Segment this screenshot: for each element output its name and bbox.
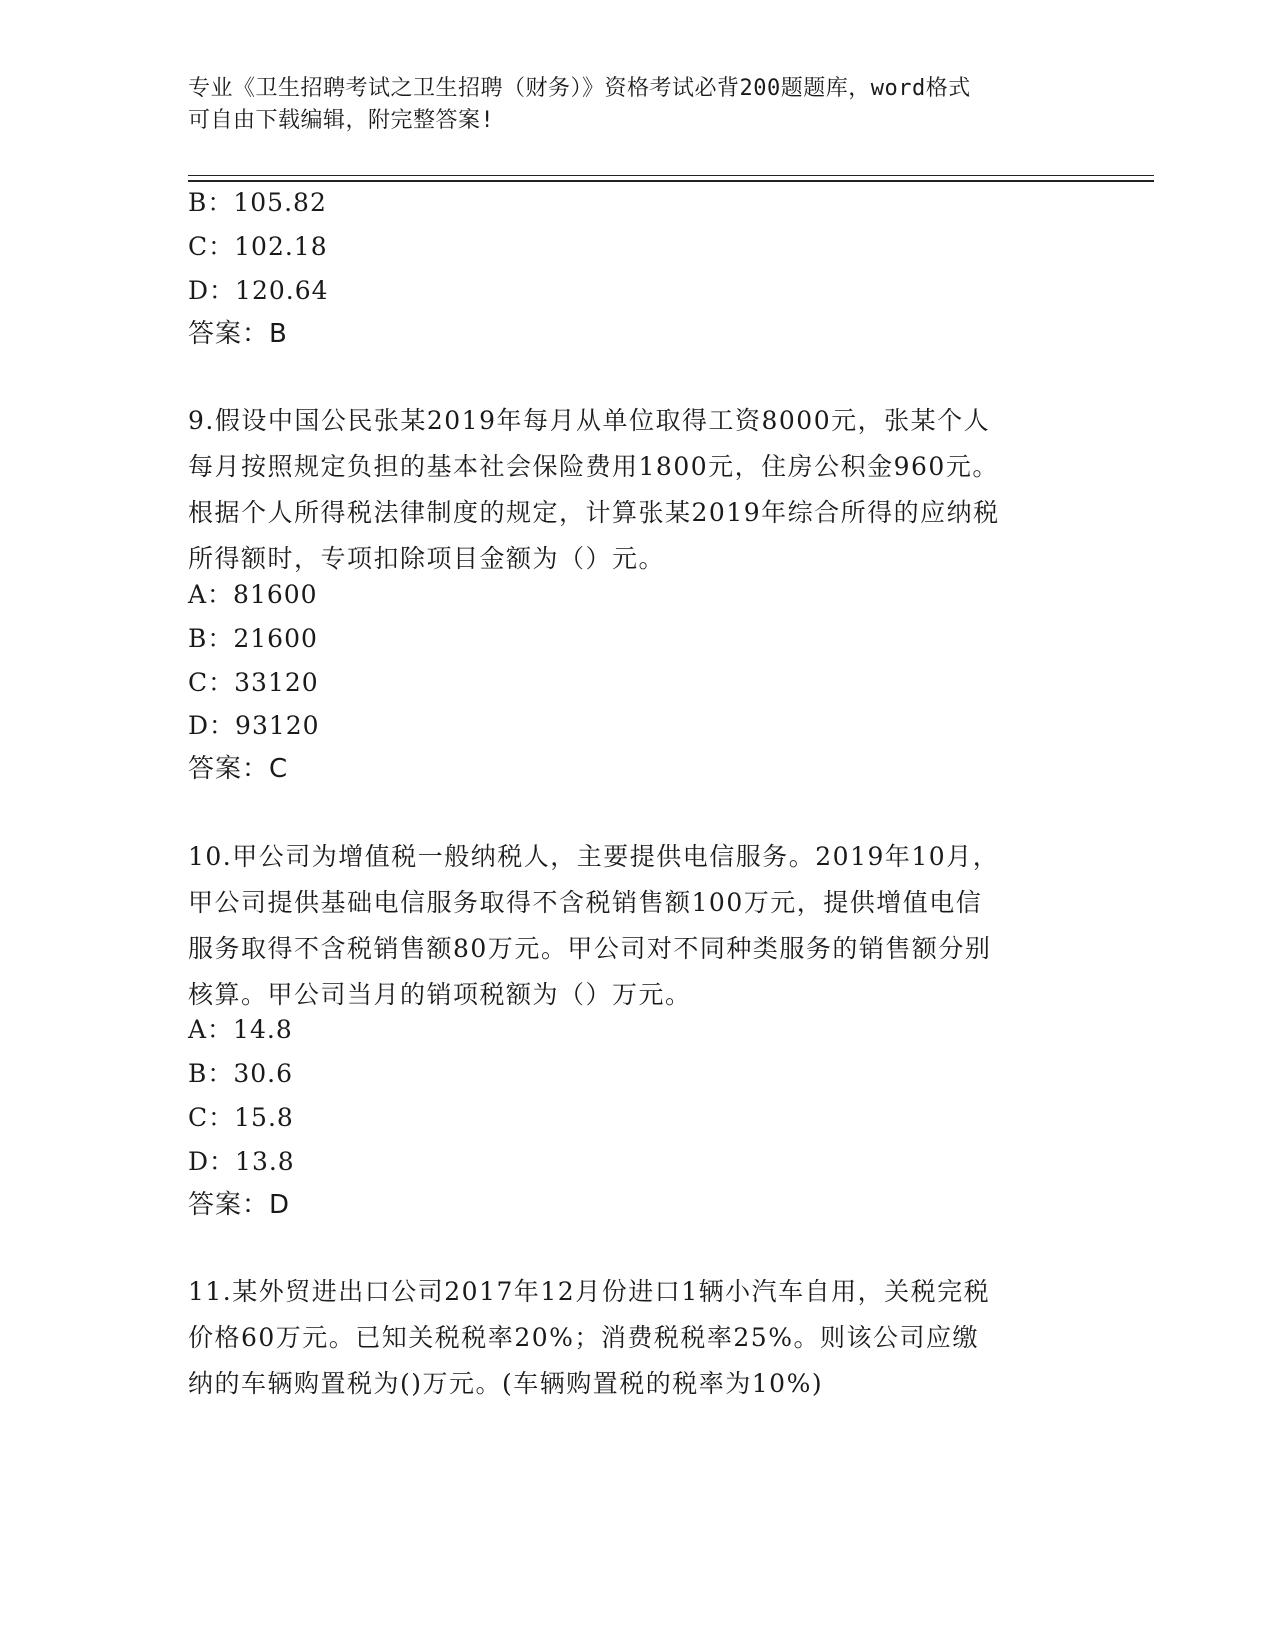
header-divider-thick xyxy=(188,180,1154,182)
question-9-line-4: 所得额时，专项扣除项目金额为（）元。 xyxy=(188,544,666,573)
prev-answer: 答案：B xyxy=(188,319,288,349)
question-11-line-1: 11.某外贸进出口公司2017年12月份进口1辆小汽车自用，关税完税 xyxy=(188,1277,991,1306)
header-title-line-1: 专业《卫生招聘考试之卫生招聘（财务）》资格考试必背200题题库，word格式 xyxy=(188,76,971,101)
header-title-line-2: 可自由下载编辑，附完整答案! xyxy=(188,108,495,133)
question-11-line-2: 价格60万元。已知关税税率20%；消费税税率25%。则该公司应缴 xyxy=(188,1323,979,1352)
question-10-text xyxy=(188,834,1068,1018)
question-9-line-3: 根据个人所得税法律制度的规定，计算张某2019年综合所得的应纳税 xyxy=(188,498,1000,527)
question-9-option-c: C：33120 xyxy=(188,668,319,697)
document-header xyxy=(188,73,1068,137)
question-10-answer: 答案：D xyxy=(188,1190,291,1220)
question-10-option-b: B：30.6 xyxy=(188,1059,294,1088)
question-10-line-2: 甲公司提供基础电信服务取得不含税销售额100万元，提供增值电信 xyxy=(188,888,983,917)
question-9-line-1: 9.假设中国公民张某2019年每月从单位取得工资8000元，张某个人 xyxy=(188,406,991,435)
prev-option-b: B：105.82 xyxy=(188,188,327,217)
question-9-answer: 答案：C xyxy=(188,754,289,784)
question-9-text xyxy=(188,398,1068,582)
question-10-option-a: A：14.8 xyxy=(188,1015,293,1044)
prev-option-d: D：120.64 xyxy=(188,276,329,305)
question-10-line-1: 10.甲公司为增值税一般纳税人，主要提供电信服务。2019年10月， xyxy=(188,842,1000,871)
header-divider-thin xyxy=(188,175,1154,176)
question-10-option-c: C：15.8 xyxy=(188,1103,294,1132)
question-9-option-b: B：21600 xyxy=(188,624,318,653)
question-9-option-a: A：81600 xyxy=(188,580,318,609)
prev-option-c: C：102.18 xyxy=(188,232,328,261)
question-9-line-2: 每月按照规定负担的基本社会保险费用1800元，住房公积金960元。 xyxy=(188,452,999,481)
question-11-line-3: 纳的车辆购置税为()万元。(车辆购置税的税率为10%) xyxy=(188,1369,824,1398)
question-9-option-d: D：93120 xyxy=(188,711,320,740)
question-10-line-3: 服务取得不含税销售额80万元。甲公司对不同种类服务的销售额分别 xyxy=(188,934,992,963)
question-10-line-4: 核算。甲公司当月的销项税额为（）万元。 xyxy=(188,980,692,1009)
question-11-text xyxy=(188,1269,1068,1407)
question-10-option-d: D：13.8 xyxy=(188,1147,295,1176)
